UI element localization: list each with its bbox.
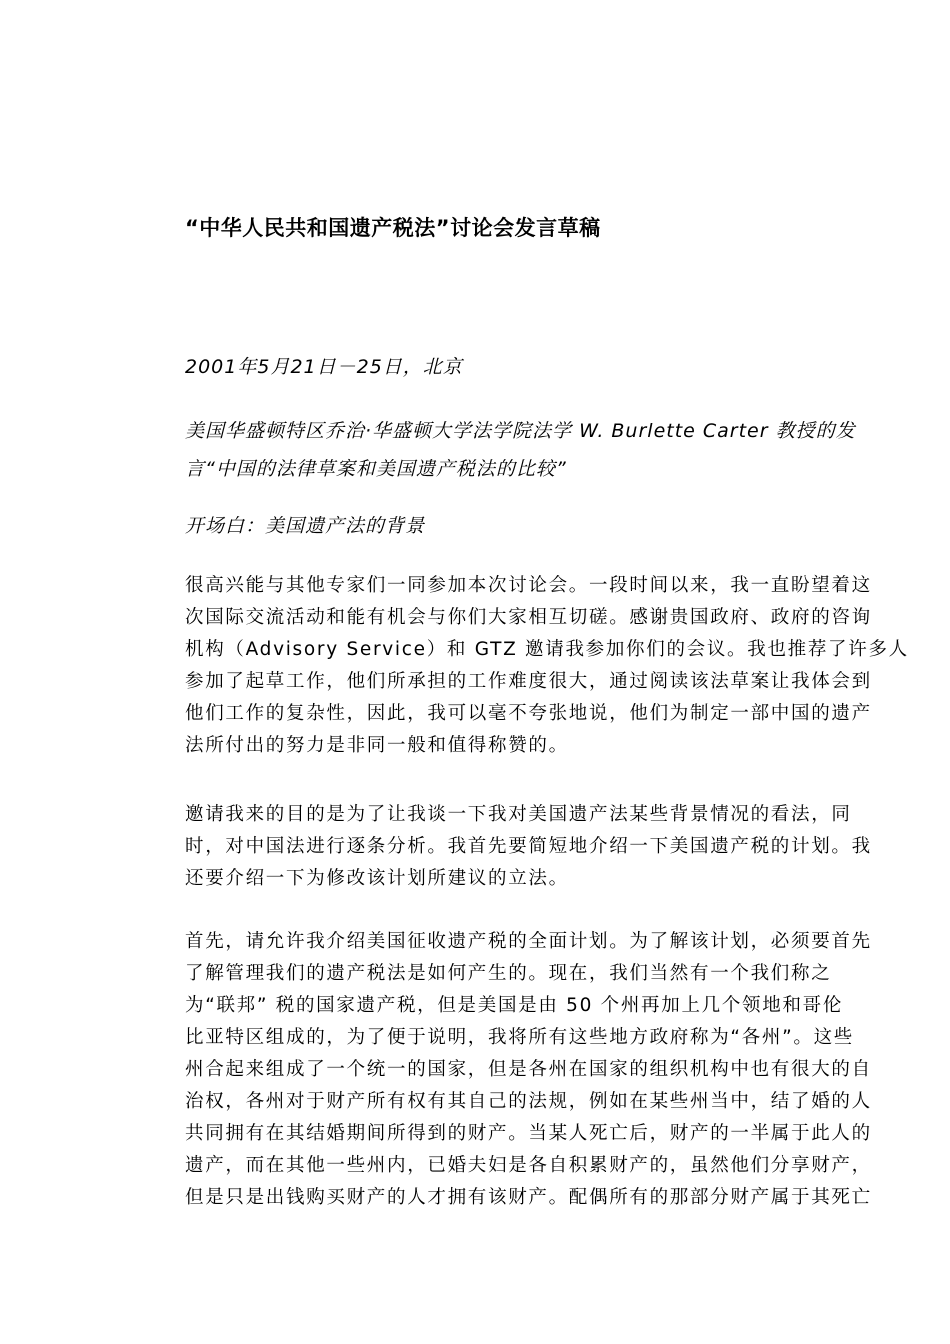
paragraph-line: 为“联邦” 税的国家遗产税，但是美国是由 50 个州再加上几个领地和哥伦 xyxy=(185,995,844,1016)
paragraph-1 xyxy=(185,570,909,762)
paragraph-line: 还要介绍一下为修改该计划所建议的立法。 xyxy=(185,868,569,889)
speaker-line: 美国华盛顿特区乔治·华盛顿大学法学院法学 W. Burlette Carter 教授的发 xyxy=(185,420,856,442)
paragraph-line: 州合起来组成了一个统一的国家，但是各州在国家的组织机构中也有很大的自 xyxy=(185,1059,872,1080)
speaker-line: 言“中国的法律草案和美国遗产税法的比较” xyxy=(185,458,567,480)
paragraph-line: 很高兴能与其他专家们一同参加本次讨论会。一段时间以来，我一直盼望着这 xyxy=(185,575,872,596)
paragraph-line: 比亚特区组成的，为了便于说明，我将所有这些地方政府称为“各州”。这些 xyxy=(185,1027,854,1048)
paragraph-line: 参加了起草工作，他们所承担的工作难度很大，通过阅读该法草案让我体会到 xyxy=(185,671,872,692)
paragraph-line: 邀请我来的目的是为了让我谈一下我对美国遗产法某些背景情况的看法，同 xyxy=(185,804,852,825)
paragraph-line: 遗产，而在其他一些州内，已婚夫妇是各自积累财产的，虽然他们分享财产， xyxy=(185,1155,872,1176)
paragraph-line: 次国际交流活动和能有机会与你们大家相互切磋。感谢贵国政府、政府的咨询 xyxy=(185,607,872,628)
paragraph-line: 治权，各州对于财产所有权有其自己的法规，例如在某些州当中，结了婚的人 xyxy=(185,1091,872,1112)
paragraph-line: 机构（Advisory Service）和 GTZ 邀请我参加你们的会议。我也推荐了许多人 xyxy=(185,639,909,660)
date-location: 2001年5月21日－25日，北京 xyxy=(185,356,463,378)
paragraph-3 xyxy=(185,926,872,1214)
paragraph-line: 他们工作的复杂性，因此，我可以毫不夸张地说，他们为制定一部中国的遗产 xyxy=(185,703,872,724)
paragraph-line: 时，对中国法进行逐条分析。我首先要简短地介绍一下美国遗产税的计划。我 xyxy=(185,836,872,857)
paragraph-line: 共同拥有在其结婚期间所得到的财产。当某人死亡后，财产的一半属于此人的 xyxy=(185,1123,872,1144)
paragraph-line: 法所付出的努力是非同一般和值得称赞的。 xyxy=(185,735,569,756)
speaker-info xyxy=(185,412,856,488)
document-title: “中华人民共和国遗产税法”讨论会发言草稿 xyxy=(185,216,601,240)
paragraph-line: 首先，请允许我介绍美国征收遗产税的全面计划。为了解该计划，必须要首先 xyxy=(185,931,872,952)
paragraph-line: 但是只是出钱购买财产的人才拥有该财产。配偶所有的那部分财产属于其死亡 xyxy=(185,1187,872,1208)
opening-heading: 开场白：美国遗产法的背景 xyxy=(185,515,426,537)
paragraph-line: 了解管理我们的遗产税法是如何产生的。现在，我们当然有一个我们称之 xyxy=(185,963,832,984)
paragraph-2 xyxy=(185,799,872,895)
